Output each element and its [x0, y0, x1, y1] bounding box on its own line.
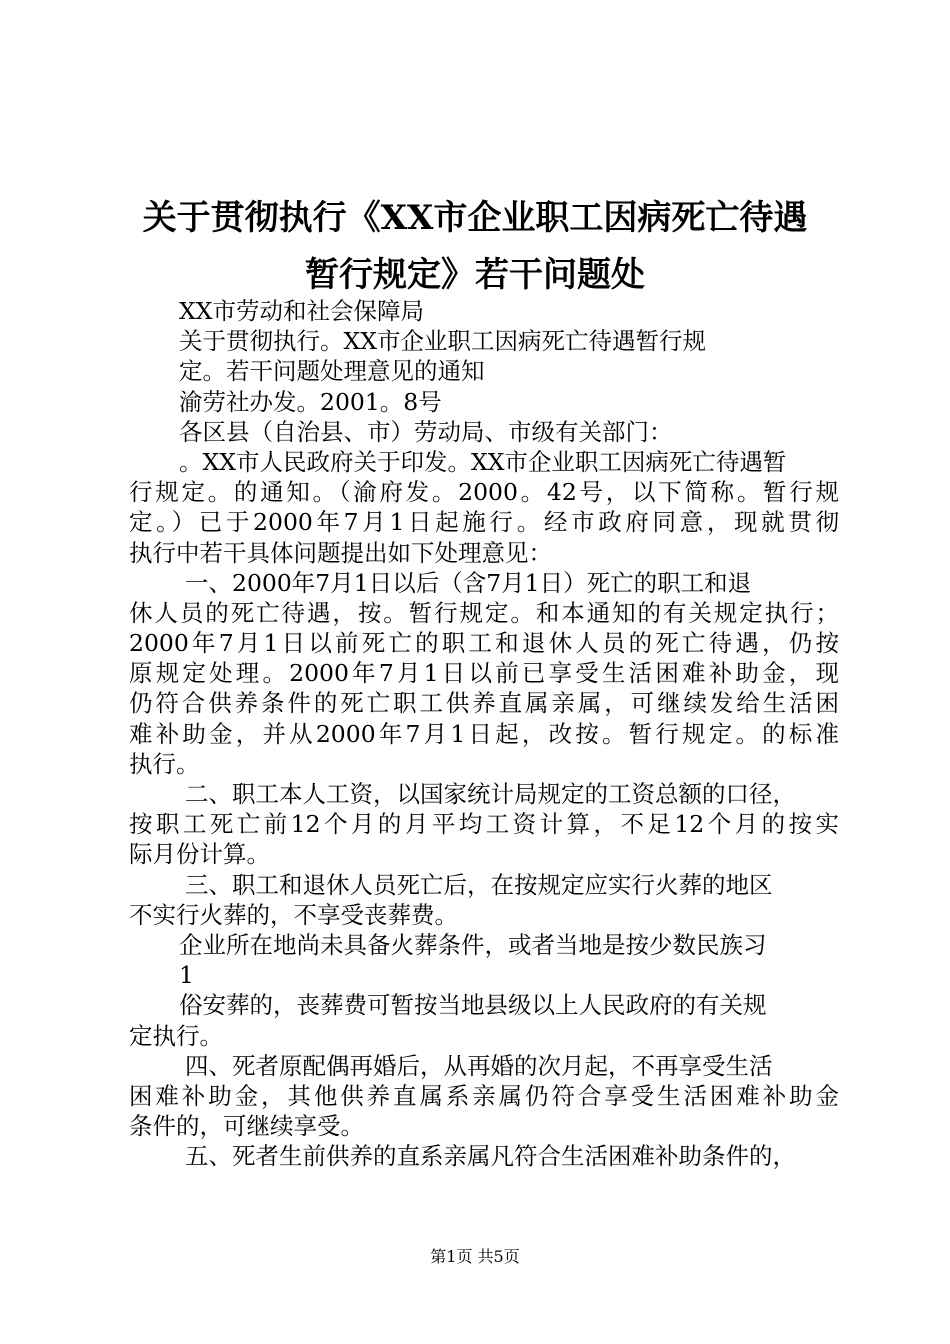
document-body: [129, 296, 839, 1171]
text-line: 企业所在地尚未具备火葬条件，或者当地是按少数民族习: [179, 930, 767, 959]
text-line: XX市劳动和社会保障局: [179, 297, 424, 325]
text-line: 不实行火葬的，不享受丧葬费。: [129, 900, 458, 929]
page-footer: 第1页 共5页: [430, 1247, 520, 1266]
text-line: 定。若干问题处理意见的通知: [179, 357, 485, 386]
text-line: 难补助金，并从2000年7月1日起，改按。暂行规定。的标准: [129, 719, 839, 748]
text-line: 。XX市人民政府关于印发。XX市企业职工因病死亡待遇暂: [179, 447, 787, 476]
text-line: 原规定处理。2000年7月1日以前已享受生活困难补助金，现: [129, 659, 839, 688]
text-line: 俗安葬的，丧葬费可暂按当地县级以上人民政府的有关规: [179, 991, 767, 1020]
text-line: 定。）已于2000年7月1日起施行。经市政府同意，现就贯彻: [129, 508, 839, 537]
text-line: 2000年7月1日以前死亡的职工和退休人员的死亡待遇，仍按: [129, 629, 839, 658]
text-line: 各区县（自治县、市）劳动局、市级有关部门：: [179, 417, 673, 446]
text-line: 三、职工和退休人员死亡后，在按规定应实行火葬的地区: [185, 870, 773, 899]
document-title-line-2: 暂行规定》若干问题处: [305, 255, 645, 295]
text-line: 二、职工本人工资，以国家统计局规定的工资总额的口径，: [185, 780, 796, 808]
page-number-marker: 1: [179, 961, 194, 990]
text-line: 关于贯彻执行。XX市企业职工因病死亡待遇暂行规: [179, 327, 706, 356]
text-line: 条件的，可继续享受。: [129, 1112, 364, 1141]
text-line: 际月份计算。: [129, 840, 270, 869]
text-line: 按职工死亡前12个月的月平均工资计算，不足12个月的按实: [129, 810, 839, 839]
text-line: 困难补助金，其他供养直属系亲属仍符合享受生活困难补助金: [129, 1081, 839, 1110]
text-line: 执行中若干具体问题提出如下处理意见：: [129, 538, 552, 567]
text-line: 四、死者原配偶再婚后，从再婚的次月起，不再享受生活: [185, 1051, 773, 1080]
text-line: 仍符合供养条件的死亡职工供养直属亲属，可继续发给生活困: [129, 689, 839, 718]
text-line: 执行。: [129, 749, 200, 778]
text-line: 五、死者生前供养的直系亲属凡符合生活困难补助条件的，: [185, 1142, 796, 1171]
text-line: 行规定。的通知。（渝府发。2000。42号，以下简称。暂行规: [129, 478, 839, 507]
text-line: 一、2000年7月1日以后（含7月1日）死亡的职工和退: [185, 568, 752, 597]
text-line: 渝劳社办发。2001。8号: [179, 387, 442, 416]
text-line: 定执行。: [129, 1021, 223, 1050]
document-title-line-1: 关于贯彻执行《XX市企业职工因病死亡待遇: [142, 198, 808, 238]
text-line: 休人员的死亡待遇，按。暂行规定。和本通知的有关规定执行；: [129, 598, 839, 627]
